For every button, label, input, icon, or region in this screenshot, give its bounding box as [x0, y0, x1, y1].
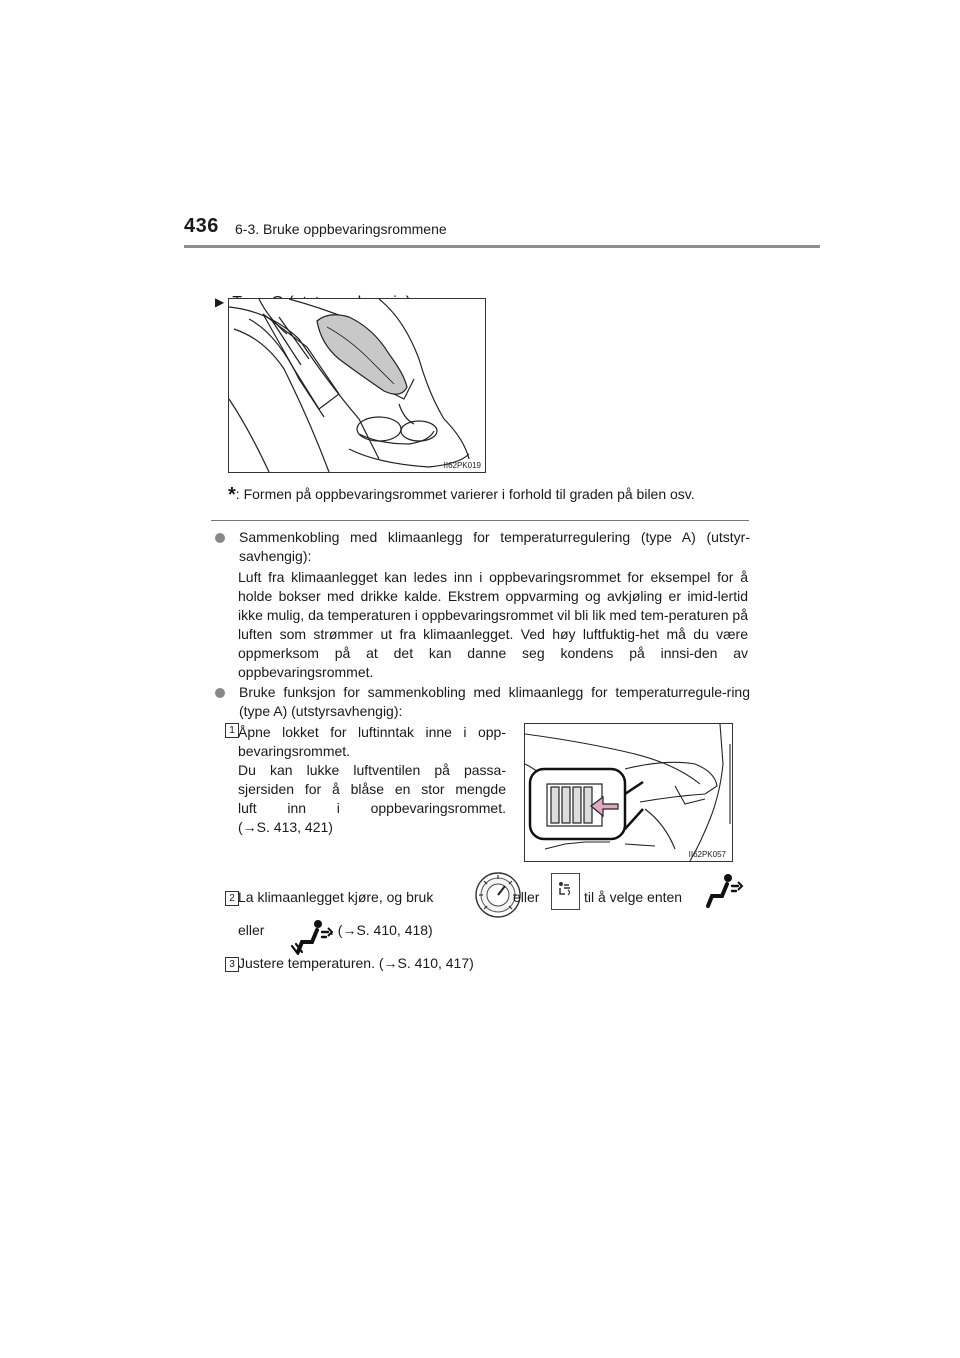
- face-vent-button-icon: [551, 873, 580, 910]
- figure-code: II62PK057: [688, 850, 726, 859]
- step-2-text-a: La klimaanlegget kjøre, og bruk: [238, 889, 434, 905]
- step-2-text-d: eller: [238, 922, 265, 938]
- step-2-text-b: eller: [513, 889, 540, 905]
- face-airflow-mode-icon: [700, 872, 744, 912]
- chapter-title: 6-3. Bruke oppbevaringsrommene: [235, 221, 447, 237]
- step-2-text-e: . (→S. 410, 418): [330, 922, 433, 938]
- header-rule: [184, 245, 820, 248]
- bullet-item: [215, 683, 750, 721]
- step-1-line: (→S. 413, 421): [238, 819, 333, 835]
- step-1-line: Åpne lokket for luftinntak inne i opp-: [238, 724, 506, 740]
- bullet-dot-icon: [215, 688, 225, 698]
- footnote-star: *: [228, 484, 236, 506]
- step-3-text: Justere temperaturen. (→S. 410, 417): [238, 955, 474, 971]
- description-paragraph: Luft fra klimaanlegget kan ledes inn i oppbevaringsrommet for eksempel for å holde bokser med drikke kalde. Ekstrem oppvarming og avkjøling er imid-lertid ikke mulig, da temperaturen i oppbevaringsrommet vil bli lik med tem-peraturen på luften som strømmer ut fra klimaanlegget. Ved høy luftfuktig-het må du være oppmerksom på at det kan danne seg kondens på innsi-den av oppbevaringsrommet.: [238, 569, 748, 680]
- step-1-line: sjersiden for å blåse en stor mengde: [238, 781, 506, 797]
- step-1-text: [238, 723, 506, 837]
- air-inlet-illustration: [525, 724, 732, 861]
- step-number-1: 1: [225, 723, 239, 738]
- footnote: [228, 484, 695, 507]
- triangle-marker-icon: ▶: [215, 295, 225, 309]
- bullet-item: [215, 528, 750, 566]
- step-1-line: bevaringsrommet.: [238, 743, 351, 759]
- bullet-dot-icon: [215, 533, 225, 543]
- face-feet-airflow-mode-icon: [290, 918, 334, 958]
- console-storage-figure: [228, 298, 486, 473]
- step-number-2: 2: [225, 891, 239, 906]
- air-inlet-figure: [524, 723, 733, 862]
- step-2-text-c: til å velge enten: [584, 889, 683, 905]
- step-1-line: Du kan lukke luftventilen på passa-: [238, 762, 506, 778]
- bullet-text: Bruke funksjon for sammenkobling med klimaanlegg for temperaturregule-ring (type A) (utstyrsavhengig):: [239, 684, 750, 719]
- step-1-line: luft inn i oppbevaringsrommet.: [238, 800, 506, 816]
- bullet-text: Sammenkobling med klimaanlegg for temperaturregulering (type A) (utstyr-savhengig):: [239, 529, 750, 564]
- page-number: 436: [184, 215, 219, 237]
- console-storage-illustration: [229, 299, 485, 472]
- section-divider: [211, 520, 749, 521]
- figure-code: II62PK019: [443, 461, 481, 470]
- footnote-text: : Formen på oppbevaringsrommet varierer i forhold til graden på bilen osv.: [235, 486, 695, 502]
- step-number-3: 3: [225, 957, 239, 972]
